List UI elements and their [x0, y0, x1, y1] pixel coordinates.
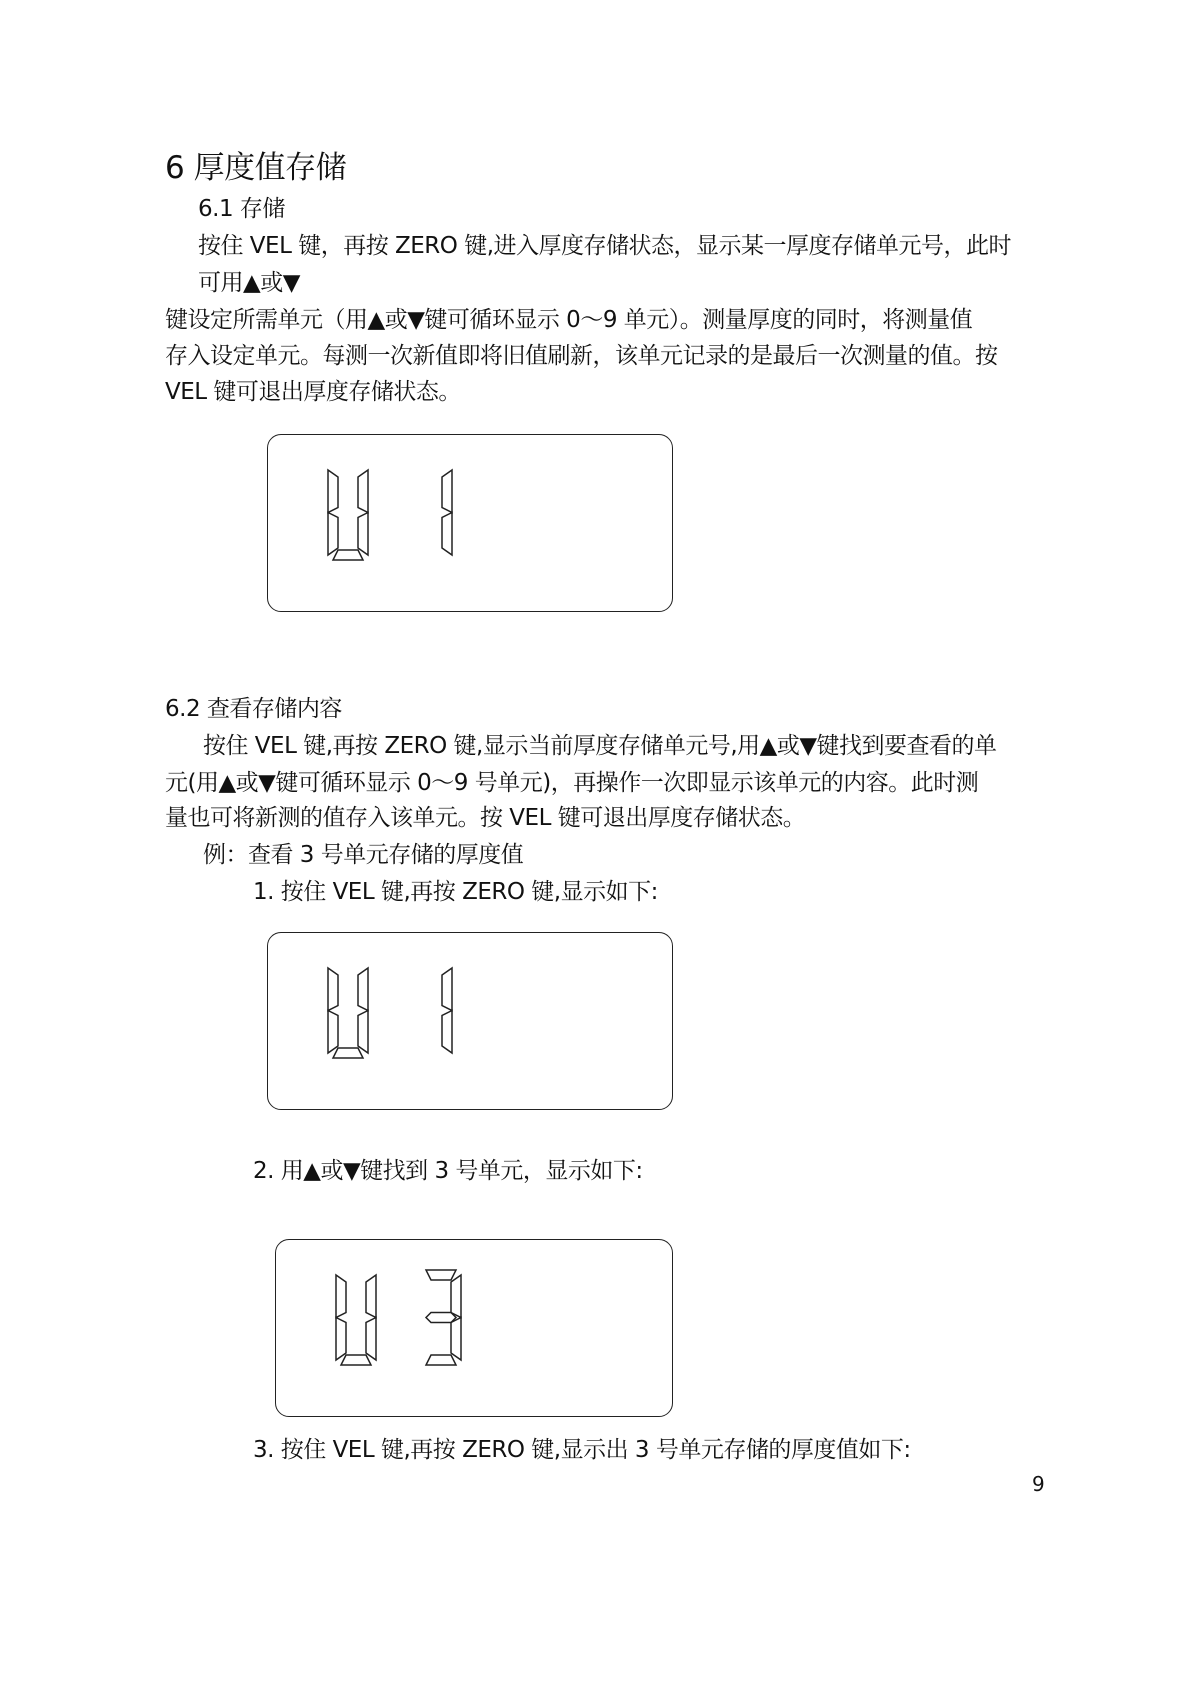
page-number: 9	[1032, 1472, 1045, 1496]
segment-b	[442, 968, 452, 1011]
segment-b	[358, 968, 368, 1011]
segment-e	[328, 1011, 338, 1054]
segment-c	[442, 513, 452, 556]
paragraph-line: 键设定所需单元（用▲或▼键可循环显示 0～9 单元）。测量厚度的同时，将测量值	[165, 307, 973, 333]
seven-segment-digits-u3	[276, 1240, 672, 1416]
segment-g	[426, 1313, 456, 1323]
segment-d	[333, 550, 363, 560]
seven-segment-digits-u1	[268, 435, 672, 611]
segment-e	[336, 1318, 346, 1361]
step-2: 2. 用▲或▼键找到 3 号单元，显示如下:	[253, 1158, 643, 1184]
segment-f	[336, 1275, 346, 1318]
segment-e	[328, 513, 338, 556]
paragraph-line: VEL 键可退出厚度存储状态。	[165, 379, 461, 405]
paragraph-line: 可用▲或▼	[198, 270, 300, 296]
subsection-title-6-1: 6.1 存储	[198, 196, 285, 222]
paragraph-line: 按住 VEL 键,再按 ZERO 键,显示当前厚度存储单元号,用▲或▼键找到要查看的单	[203, 733, 997, 759]
segment-c	[442, 1011, 452, 1054]
segment-f	[328, 968, 338, 1011]
segment-c	[358, 513, 368, 556]
segment-c	[366, 1318, 376, 1361]
segment-c	[451, 1318, 461, 1361]
subsection-title-6-2: 6.2 查看存储内容	[165, 696, 342, 722]
segment-a	[426, 1270, 456, 1280]
step-1: 1. 按住 VEL 键,再按 ZERO 键,显示如下:	[253, 879, 658, 905]
segment-c	[358, 1011, 368, 1054]
paragraph-line: 按住 VEL 键，再按 ZERO 键,进入厚度存储状态，显示某一厚度存储单元号，此时	[198, 233, 1012, 259]
segment-b	[451, 1275, 461, 1318]
segment-d	[341, 1355, 371, 1365]
segment-d	[426, 1355, 456, 1365]
segment-b	[366, 1275, 376, 1318]
example-line: 例：查看 3 号单元存储的厚度值	[203, 842, 524, 868]
paragraph-line: 量也可将新测的值存入该单元。按 VEL 键可退出厚度存储状态。	[165, 805, 806, 831]
lcd-display-u1-step1	[267, 932, 673, 1110]
segment-b	[358, 470, 368, 513]
lcd-display-u1	[267, 434, 673, 612]
seven-segment-digits-u1	[268, 933, 672, 1109]
segment-d	[333, 1048, 363, 1058]
step-3: 3. 按住 VEL 键,再按 ZERO 键,显示出 3 号单元存储的厚度值如下:	[253, 1437, 911, 1463]
paragraph-line: 元(用▲或▼键可循环显示 0～9 号单元)，再操作一次即显示该单元的内容。此时测	[165, 770, 979, 796]
segment-f	[328, 470, 338, 513]
lcd-display-u3	[275, 1239, 673, 1417]
section-heading: 6 厚度值存储	[165, 150, 347, 186]
paragraph-line: 存入设定单元。每测一次新值即将旧值刷新，该单元记录的是最后一次测量的值。按	[165, 343, 998, 369]
segment-b	[442, 470, 452, 513]
